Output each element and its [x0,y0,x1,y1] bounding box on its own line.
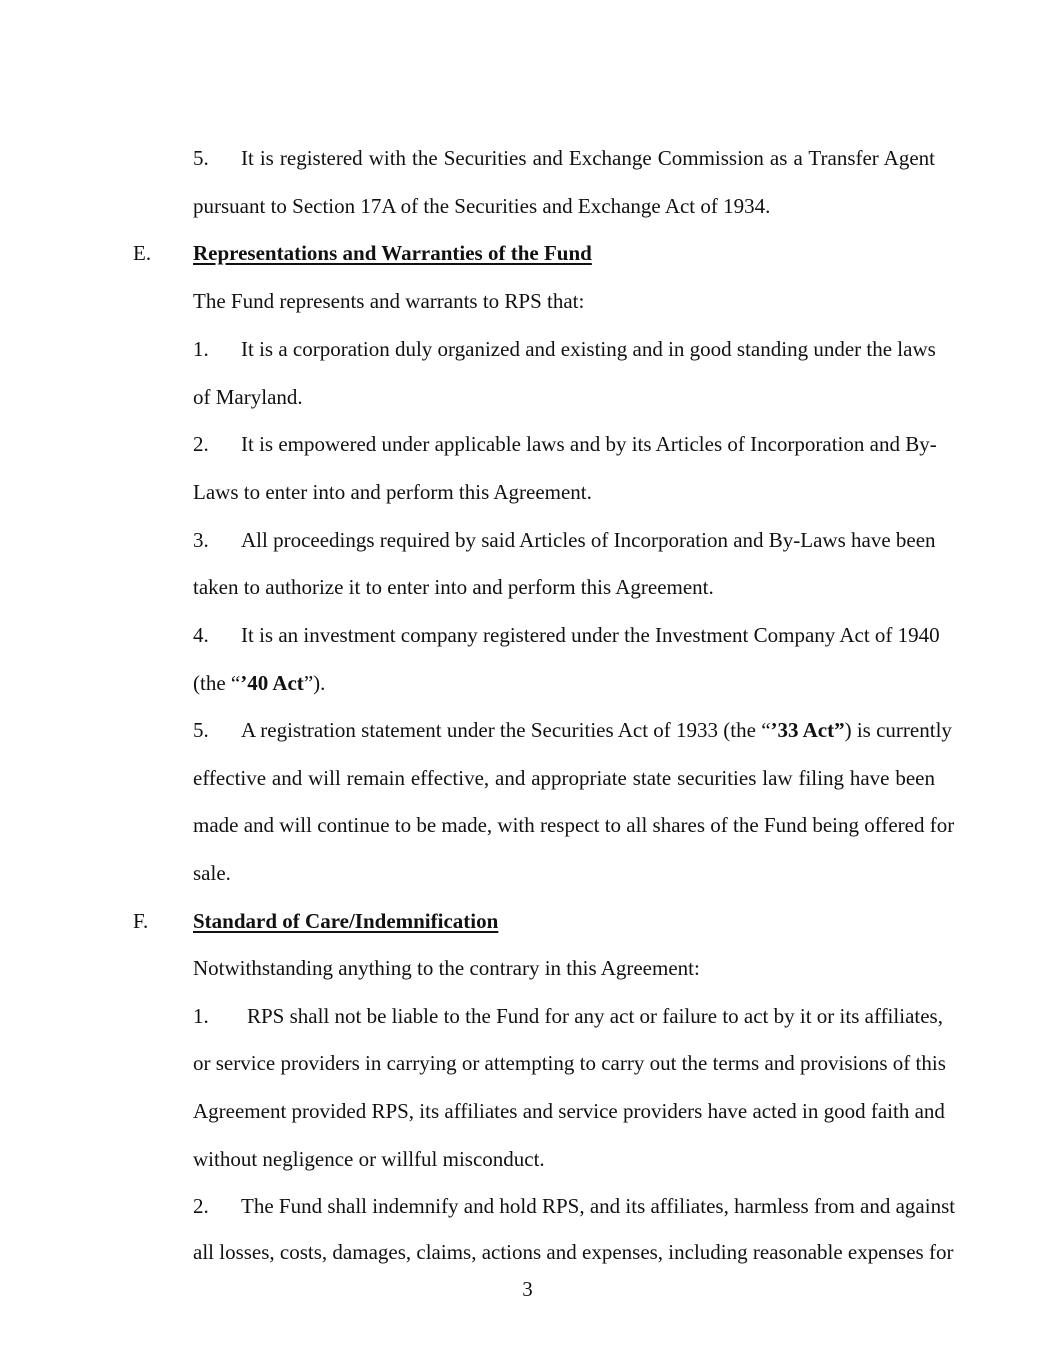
section-f-item-1-line-4: without negligence or willful misconduct. [193,1147,545,1171]
item-number: 5. [193,718,209,742]
section-f-item-1-line-3: Agreement provided RPS, its affiliates and service providers have acted in good faith and [193,1099,945,1123]
item-text: It is a corporation duly organized and existing and in good standing under the laws [241,337,936,361]
item-text: It is an investment company registered under the Investment Company Act of 1940 [241,623,940,647]
item-number: 4. [193,623,209,647]
section-f-item-2-line-1 [193,1194,956,1218]
text-segment: ”). [303,671,326,695]
item-number: 3. [193,528,209,552]
item-number: 1. [193,1004,209,1028]
item-number: 2. [193,1194,209,1218]
item-text: All proceedings required by said Articles of Incorporation and By-Laws have been [241,528,936,552]
section-e-item-1-line-2: of Maryland. [193,385,303,409]
section-f-item-2-line-2: all losses, costs, damages, claims, actions and expenses, including reasonable expenses for [193,1240,954,1264]
section-e-item-3-line-1 [193,528,935,552]
section-e-item-2-line-1 [193,432,935,456]
section-e-item-5-line-4: sale. [193,861,231,885]
section-e-item-4-line-2 [193,671,325,695]
defined-term-40-act: ’40 Act [240,671,304,695]
item-number: 2. [193,432,209,456]
item-d5-line-2: pursuant to Section 17A of the Securities and Exchange Act of 1934. [193,194,771,218]
section-f-item-1-line-2: or service providers in carrying or attempting to carry out the terms and provisions of this [193,1051,946,1075]
section-e-item-5-line-1 [193,718,952,742]
text-segment: (the “ [193,671,241,695]
section-e-intro: The Fund represents and warrants to RPS that: [193,289,585,313]
section-e-heading: Representations and Warranties of the Fund [193,241,592,265]
section-e-item-5-line-3: made and will continue to be made, with respect to all shares of the Fund being offered for [193,813,955,837]
section-e-item-2-line-2: Laws to enter into and perform this Agreement. [193,480,592,504]
defined-term-33-act: ’33 Act” [770,718,845,742]
item-text: It is empowered under applicable laws and by its Articles of Incorporation and By- [241,432,937,456]
section-f-item-1-line-1 [193,1004,943,1028]
section-e-item-5-line-2: effective and will remain effective, and appropriate state securities law filing have been [193,766,935,790]
section-f-intro: Notwithstanding anything to the contrary in this Agreement: [193,956,700,980]
section-f-letter: F. [133,909,149,933]
text-segment: A registration statement under the Securities Act of 1933 (the “ [241,718,771,742]
item-text: RPS shall not be liable to the Fund for any act or failure to act by it or its affiliates, [247,1004,943,1028]
item-text: It is registered with the Securities and Exchange Commission as a Transfer Agent [241,146,935,170]
section-e-letter: E. [133,241,152,265]
section-e-item-4-line-1 [193,623,940,647]
item-d5-line-1 [193,146,935,170]
item-text [241,718,952,742]
item-number: 1. [193,337,209,361]
item-number: 5. [193,146,209,170]
item-text: The Fund shall indemnify and hold RPS, and its affiliates, harmless from and against [241,1194,956,1218]
section-f-heading: Standard of Care/Indemnification [193,909,499,933]
page-number: 3 [522,1277,533,1301]
section-e-item-1-line-1 [193,337,935,361]
text-segment: ) is currently [844,718,952,742]
section-e-item-3-line-2: taken to authorize it to enter into and perform this Agreement. [193,575,714,599]
